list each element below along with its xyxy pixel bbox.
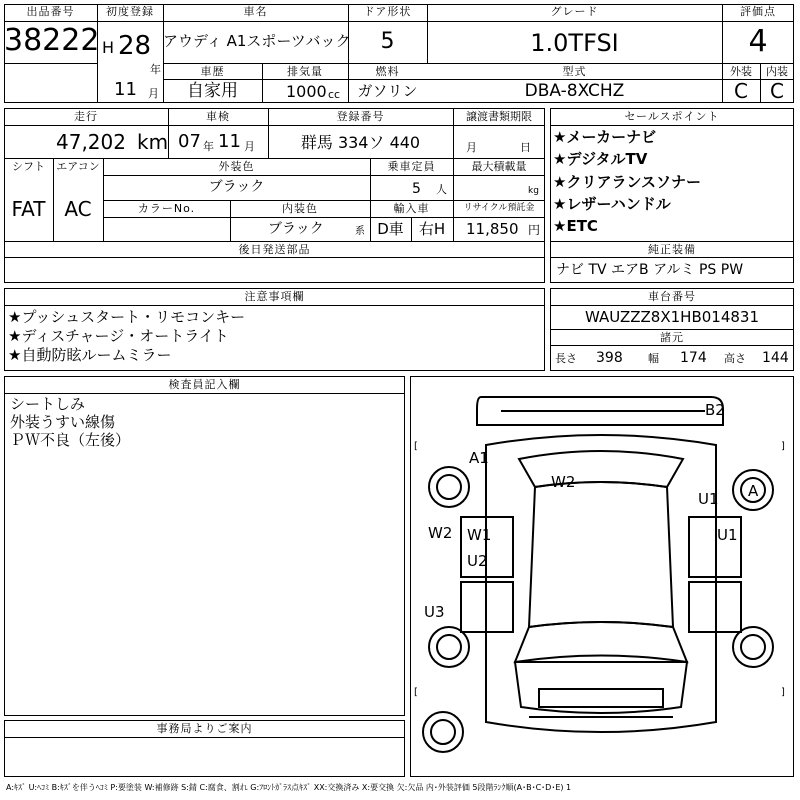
mileage-label: 走行 bbox=[74, 110, 98, 123]
shift: FAT bbox=[11, 197, 46, 221]
displacement-label: 排気量 bbox=[287, 65, 323, 78]
reg-year: 28 bbox=[118, 31, 152, 61]
car-name: アウディ A1スポーツバック bbox=[163, 32, 351, 50]
office-label: 事務局よりご案内 bbox=[156, 722, 253, 735]
plate-label: 登録番号 bbox=[336, 110, 385, 123]
svg-text:]: ] bbox=[781, 687, 785, 698]
recycle-fee: 11,850 bbox=[466, 220, 519, 238]
door-label: ドア形状 bbox=[363, 5, 412, 18]
sales-point-item: ★レザーハンドル bbox=[553, 195, 671, 213]
ac: AC bbox=[64, 197, 92, 221]
reg-month: 11 bbox=[114, 79, 137, 100]
model-code-label: 型式 bbox=[562, 65, 587, 78]
model-code: DBA-8XCHZ bbox=[524, 81, 625, 101]
wheel-front-right bbox=[733, 627, 773, 667]
grade-label: グレード bbox=[550, 5, 599, 18]
caution-label: 注意事項欄 bbox=[244, 290, 305, 303]
mileage-unit: km bbox=[137, 130, 169, 154]
ext-color-label: 外装色 bbox=[218, 160, 255, 173]
mileage: 47,202 bbox=[56, 130, 126, 154]
capacity: 5 bbox=[412, 181, 421, 197]
later-parts-label: 後日発送部品 bbox=[238, 243, 311, 256]
steering: 右H bbox=[418, 220, 446, 238]
car-diagram-svg bbox=[411, 377, 792, 775]
inspection-month: 11 bbox=[218, 131, 241, 152]
equipment-label: 純正装備 bbox=[648, 243, 696, 256]
damage-mark: W1 bbox=[467, 526, 492, 544]
color-no-label: カラーNo. bbox=[137, 202, 196, 215]
score-label: 評価点 bbox=[740, 5, 776, 18]
sales-point-item: ★ETC bbox=[553, 217, 598, 235]
inspection-year: 07 bbox=[178, 131, 201, 152]
damage-mark: A bbox=[748, 482, 759, 500]
recycle-unit: 円 bbox=[528, 223, 541, 237]
wheel-rear-left bbox=[429, 467, 469, 507]
sales-point-item: ★メーカーナビ bbox=[553, 128, 657, 146]
legend: A:ｷｽﾞ U:ﾍｺﾐ B:ｷｽﾞを伴うﾍｺﾐ P:要塗装 W:補修跡 S:錆 C:腐食、割れ G:ﾌﾛﾝﾄｶﾞﾗｽ点ｷｽﾞ XX:交換済み X:要交換 欠:欠品 内･外装評価 5段階ﾗﾝｸ順(A･B･C･D･E) 1 bbox=[6, 783, 572, 792]
windshield bbox=[515, 622, 687, 662]
interior-label: 内装 bbox=[766, 65, 788, 78]
width-label: 幅 bbox=[648, 352, 659, 365]
fuel-label: 燃料 bbox=[375, 65, 400, 78]
doors: 5 bbox=[380, 29, 395, 54]
fuel: ガソリン bbox=[357, 82, 418, 100]
inspector-label: 検査員記入欄 bbox=[168, 378, 241, 391]
svg-text:[: [ bbox=[414, 441, 418, 452]
displacement: 1000 bbox=[286, 82, 327, 101]
length: 398 bbox=[596, 350, 623, 366]
specs-label: 諸元 bbox=[660, 331, 684, 344]
damage-mark: A1 bbox=[469, 449, 489, 467]
interior-grade: C bbox=[770, 79, 784, 103]
damage-mark: U3 bbox=[424, 603, 445, 621]
displacement-unit: cc bbox=[328, 88, 341, 101]
wheel-front-left bbox=[429, 627, 469, 667]
max-load-label: 最大積載量 bbox=[471, 160, 527, 173]
damage-mark: W2 bbox=[551, 473, 576, 491]
height: 144 bbox=[762, 350, 789, 366]
damage-mark: W2 bbox=[428, 524, 453, 542]
year-unit: 年 bbox=[150, 63, 161, 76]
car-diagram bbox=[410, 376, 794, 777]
chassis-number: WAUZZZ8X1HB014831 bbox=[584, 308, 759, 326]
body-outline bbox=[486, 435, 716, 732]
sales-point-item: ★デジタルTV bbox=[553, 150, 648, 168]
inspector-note: 外装うすい線傷 bbox=[10, 413, 116, 431]
max-load-unit: kg bbox=[528, 186, 539, 196]
plate: 群馬 334ソ 440 bbox=[300, 133, 421, 152]
transfer-day-unit: 日 bbox=[520, 141, 531, 154]
damage-mark: U1 bbox=[717, 526, 738, 544]
history: 自家用 bbox=[187, 81, 238, 101]
front-grille bbox=[539, 689, 663, 707]
lot-number: 38222 bbox=[4, 23, 100, 58]
height-label: 高さ bbox=[724, 352, 746, 365]
svg-text:]: ] bbox=[781, 441, 785, 452]
inspection-label: 車検 bbox=[206, 110, 230, 123]
capacity-unit: 人 bbox=[436, 183, 447, 196]
score: 4 bbox=[748, 24, 768, 59]
ext-color: ブラック bbox=[208, 179, 265, 195]
inspection-month-unit: 月 bbox=[244, 140, 255, 153]
chassis-label: 車台番号 bbox=[648, 290, 696, 303]
width: 174 bbox=[680, 350, 707, 366]
inspector-note: シートしみ bbox=[10, 395, 86, 413]
equipment-value: ナビ TV エアB アルミ PS PW bbox=[556, 262, 744, 278]
month-unit: 月 bbox=[148, 87, 159, 100]
svg-text:[: [ bbox=[414, 687, 418, 698]
shift-label: シフト bbox=[12, 160, 45, 173]
car-name-label: 車名 bbox=[243, 5, 268, 18]
era: H bbox=[102, 38, 115, 57]
caution-item: ★プッシュスタート・リモコンキー bbox=[8, 308, 246, 326]
exterior-label: 外装 bbox=[730, 65, 752, 78]
import-type: D車 bbox=[377, 220, 404, 238]
transfer-label: 譲渡書類期限 bbox=[466, 110, 532, 123]
caution-item: ★自動防眩ルームミラー bbox=[8, 346, 172, 364]
damage-mark: B2 bbox=[705, 401, 725, 419]
damage-mark: U2 bbox=[467, 552, 488, 570]
int-color: ブラック bbox=[268, 221, 324, 237]
exterior-grade: C bbox=[734, 79, 748, 103]
length-label: 長さ bbox=[555, 352, 577, 365]
import-label: 輸入車 bbox=[393, 202, 430, 215]
ac-label: エアコン bbox=[56, 160, 100, 173]
hood bbox=[515, 662, 687, 713]
transfer-month-unit: 月 bbox=[466, 141, 477, 154]
recycle-label: リサイクル預託金 bbox=[463, 203, 535, 213]
capacity-label: 乗車定員 bbox=[387, 160, 436, 173]
int-color-unit: 系 bbox=[355, 226, 365, 237]
inspector-note: ＰＷ不良（左後） bbox=[10, 431, 131, 449]
damage-mark: U1 bbox=[698, 490, 719, 508]
lot-number-label: 出品番号 bbox=[26, 5, 75, 18]
roof bbox=[529, 482, 673, 627]
history-label: 車歴 bbox=[200, 65, 225, 78]
spare-wheel bbox=[423, 712, 463, 752]
inspection-year-unit: 年 bbox=[203, 140, 214, 153]
sales-point-item: ★クリアランスソナー bbox=[553, 173, 701, 191]
sales-points-label: セールスポイント bbox=[624, 110, 720, 123]
int-color-label: 内装色 bbox=[282, 202, 318, 215]
caution-item: ★ディスチャージ・オートライト bbox=[8, 327, 229, 345]
first-reg-label: 初度登録 bbox=[106, 5, 154, 18]
grade: 1.0TFSI bbox=[530, 29, 619, 57]
